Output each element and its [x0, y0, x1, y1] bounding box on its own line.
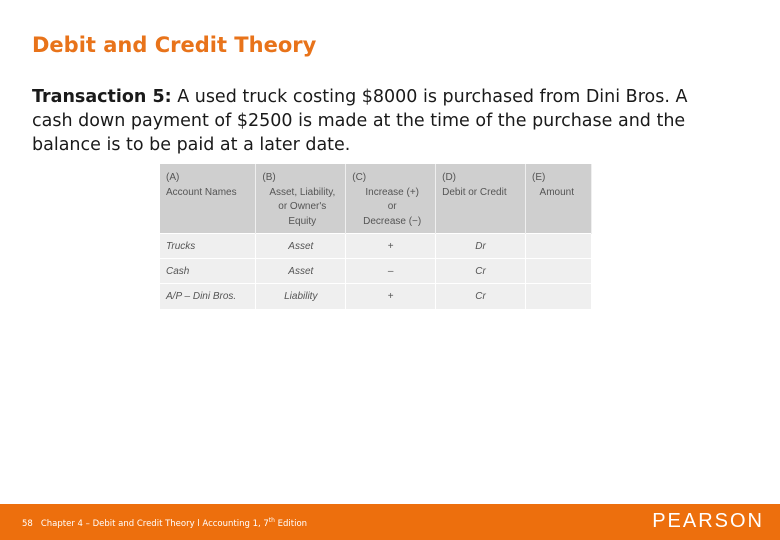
transaction-table: [160, 164, 592, 309]
account-name-cell: A/P – Dini Bros.: [160, 284, 256, 309]
chapter-text: Chapter 4 – Debit and Credit Theory l Accounting 1, 7: [40, 518, 269, 529]
table-row: [160, 259, 592, 284]
transaction-label: Transaction 5:: [32, 87, 172, 107]
account-name-cell: Cash: [160, 259, 256, 284]
edition-text: Edition: [274, 518, 308, 529]
change-cell: +: [346, 284, 436, 309]
account-type-cell: Asset: [256, 234, 346, 259]
transaction-text: A used truck costing $8000 is purchased from Dini Bros. A cash down payment of $2500 is made at the time of the purchase and the balance is to be paid at a later date.: [32, 87, 688, 155]
transaction-description: [32, 85, 732, 157]
account-name-cell: Trucks: [160, 234, 256, 259]
pearson-logo: PEARSON: [652, 510, 764, 532]
footer-text: [22, 517, 307, 529]
table-header-row: [160, 164, 592, 234]
footer-bar: [0, 504, 780, 540]
header-increase-decrease: (C) Increase (+) or Decrease (−): [346, 164, 436, 234]
debit-credit-cell: Dr: [436, 234, 526, 259]
header-account-names: (A) Account Names: [160, 164, 256, 234]
change-cell: –: [346, 259, 436, 284]
header-account-type: (B) Asset, Liability, or Owner's Equity: [256, 164, 346, 234]
debit-credit-cell: Cr: [436, 259, 526, 284]
table-row: [160, 234, 592, 259]
amount-cell: [525, 234, 591, 259]
header-debit-credit: (D) Debit or Credit: [436, 164, 526, 234]
table-row: [160, 284, 592, 309]
amount-cell: [525, 284, 591, 309]
debit-credit-cell: Cr: [436, 284, 526, 309]
page-number: 58: [22, 518, 33, 529]
header-amount: (E) Amount: [525, 164, 591, 234]
edition-superscript: th: [268, 517, 275, 524]
account-type-cell: Liability: [256, 284, 346, 309]
amount-cell: [525, 259, 591, 284]
slide-title: Debit and Credit Theory: [32, 33, 317, 57]
account-type-cell: Asset: [256, 259, 346, 284]
change-cell: +: [346, 234, 436, 259]
